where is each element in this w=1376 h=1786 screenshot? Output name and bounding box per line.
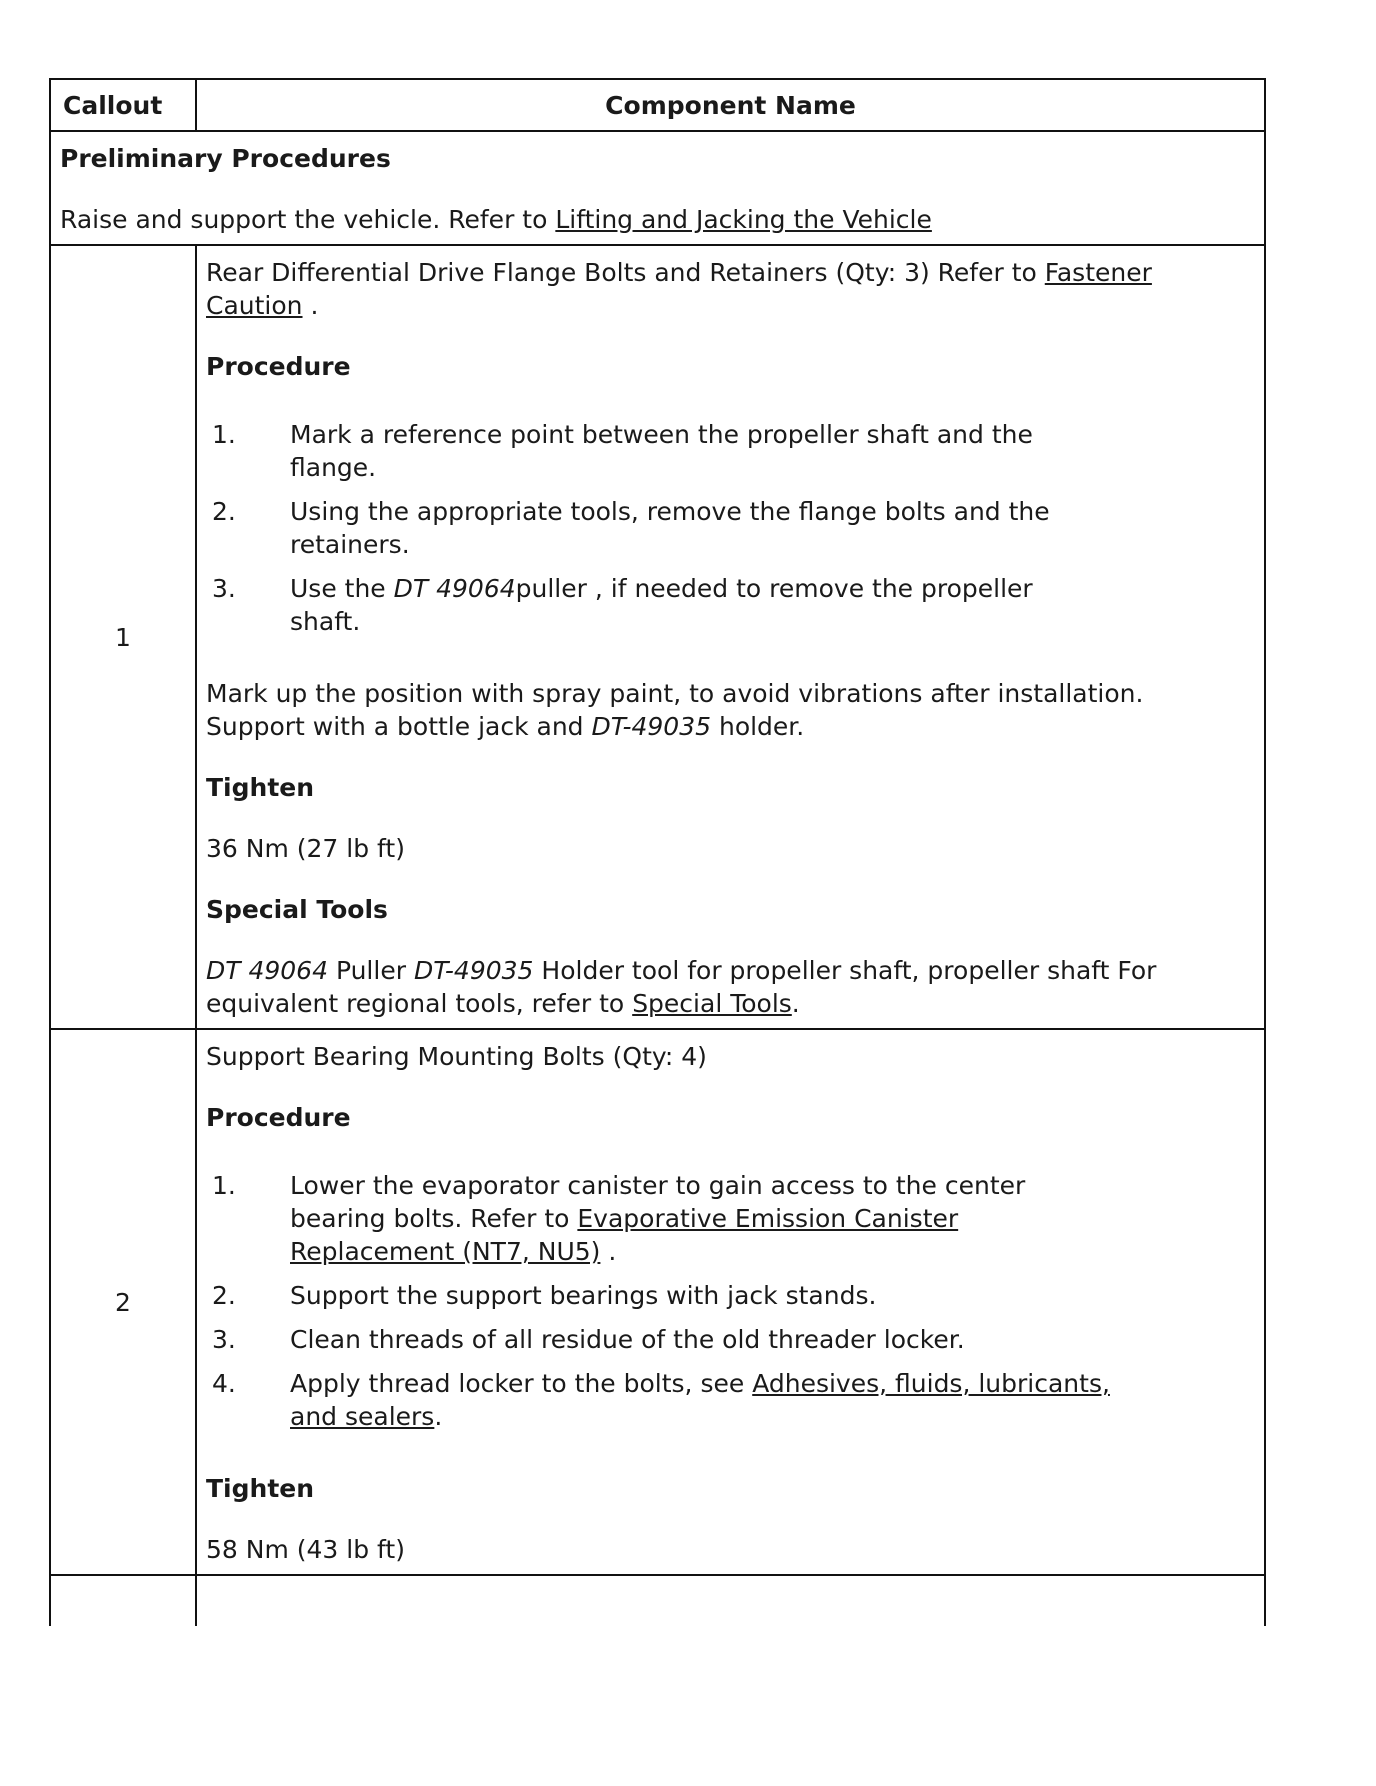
- header-row: [50, 79, 1265, 131]
- tool-number: DT 49064: [393, 574, 516, 603]
- fastener-caution-link[interactable]: Fastener Caution: [206, 258, 1152, 320]
- table-row: [50, 1029, 1265, 1575]
- list-item: 1. Mark a reference point between the propeller shaft and the flange.: [212, 420, 1033, 482]
- evap-canister-link[interactable]: Evaporative Emission Canister Replacement (NT7, NU5): [290, 1204, 959, 1266]
- preliminary-text: Raise and support the vehicle. Refer to Lifting and Jacking the Vehicle: [60, 205, 932, 234]
- torque-value: 36 Nm (27 lb ft): [206, 834, 405, 863]
- special-tools-link[interactable]: Special Tools: [632, 989, 792, 1018]
- callout-number: 1: [50, 245, 196, 1029]
- note-text: Mark up the position with spray paint, to avoid vibrations after installation. Support with a bottle jack and DT-49035 holder.: [206, 679, 1144, 741]
- tighten-heading: Tighten: [206, 773, 315, 802]
- procedure-heading: Procedure: [206, 1103, 351, 1132]
- callout-number: 2: [50, 1029, 196, 1575]
- component-title: Support Bearing Mounting Bolts (Qty: 4): [206, 1042, 707, 1071]
- list-item: 3. Use the DT 49064puller , if needed to remove the propeller shaft.: [212, 574, 1033, 636]
- list-item: 1. Lower the evaporator canister to gain access to the center bearing bolts. Refer to Evaporative Emission Canister Replacement (NT7, NU5) .: [212, 1171, 1026, 1266]
- lifting-jacking-link[interactable]: Lifting and Jacking the Vehicle: [555, 205, 932, 234]
- tool-number: DT-49035: [591, 712, 712, 741]
- procedure-heading: Procedure: [206, 352, 351, 381]
- adhesives-fluids-link[interactable]: Adhesives, fluids, lubricants, and sealers: [290, 1369, 1110, 1431]
- torque-value: 58 Nm (43 lb ft): [206, 1535, 405, 1564]
- callout-column-header: Callout: [50, 79, 196, 131]
- procedure-table: [49, 78, 1266, 1626]
- table-row-continued: [50, 1575, 1265, 1626]
- table-row: [50, 245, 1265, 1029]
- list-item: 4. Apply thread locker to the bolts, see Adhesives, fluids, lubricants, and sealers.: [212, 1369, 1110, 1431]
- component-name-column-header: Component Name: [196, 79, 1265, 131]
- preliminary-row: [50, 131, 1265, 245]
- procedure-steps: [206, 1169, 1254, 1433]
- list-item: 3. Clean threads of all residue of the old threader locker.: [212, 1325, 965, 1354]
- special-tools-text: DT 49064 Puller DT-49035 Holder tool for propeller shaft, propeller shaft For equivalent regional tools, refer to Special Tools.: [206, 956, 1157, 1018]
- list-item: 2. Using the appropriate tools, remove the flange bolts and the retainers.: [212, 497, 1050, 559]
- preliminary-heading: Preliminary Procedures: [60, 144, 391, 173]
- procedure-steps: [206, 418, 1254, 638]
- component-title: Rear Differential Drive Flange Bolts and Retainers (Qty: 3) Refer to Fastener Caution .: [206, 258, 1152, 320]
- tighten-heading: Tighten: [206, 1474, 315, 1503]
- special-tools-heading: Special Tools: [206, 895, 388, 924]
- list-item: 2. Support the support bearings with jack stands.: [212, 1281, 877, 1310]
